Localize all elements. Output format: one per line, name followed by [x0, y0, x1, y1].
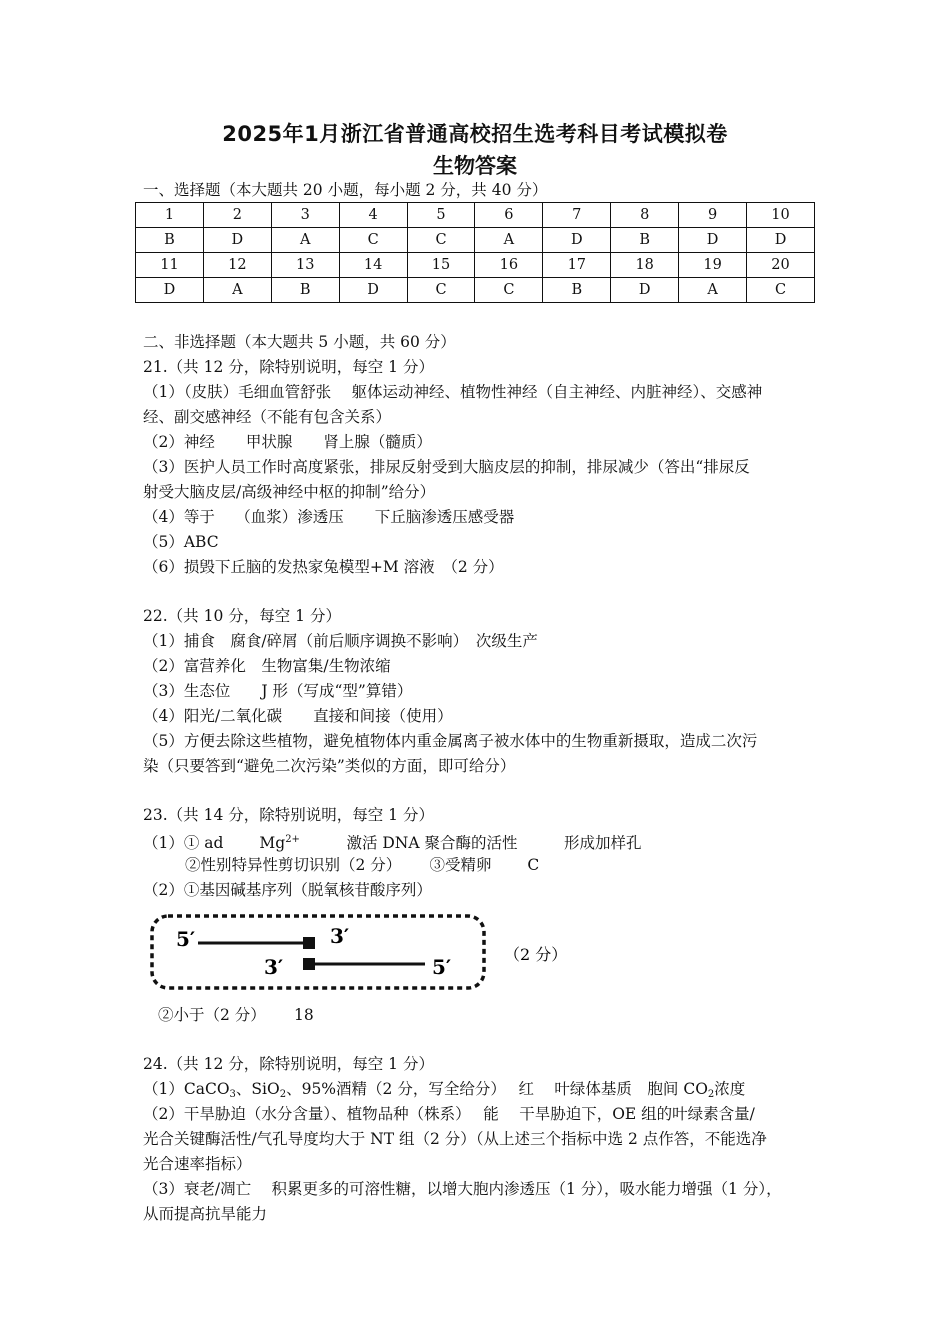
table-cell: 17 [543, 253, 611, 278]
q22-line: （2）富营养化 生物富集/生物浓缩 [143, 657, 391, 675]
q21-line: （2）神经 甲状腺 肾上腺（髓质） [143, 433, 432, 451]
table-cell: 19 [679, 253, 747, 278]
table-cell: D [136, 278, 204, 303]
table-cell: D [747, 228, 815, 253]
table-row [136, 228, 815, 253]
table-cell: 13 [271, 253, 339, 278]
table-cell: B [271, 278, 339, 303]
table-cell: 9 [679, 203, 747, 228]
q21-line: （6）损毁下丘脑的发热家兔模型+M 溶液 （2 分） [143, 558, 504, 576]
table-cell: A [203, 278, 271, 303]
table-cell: A [679, 278, 747, 303]
bottom-strand-end-block [303, 958, 315, 970]
table-cell: C [475, 278, 543, 303]
table-cell: 10 [747, 203, 815, 228]
table-cell: 15 [407, 253, 475, 278]
label-bottom-right: 5′ [432, 955, 452, 979]
q23-heading: 23.（共 14 分，除特别说明，每空 1 分） [143, 806, 434, 824]
q24-subscript: 2 [279, 1089, 287, 1100]
page-title: 2025年1月浙江省普通高校招生选考科目考试模拟卷 [222, 122, 728, 146]
table-cell: 11 [136, 253, 204, 278]
table-cell: D [611, 278, 679, 303]
q24-text: （1）CaCO [143, 1080, 230, 1098]
q21-line: 射受大脑皮层/高级神经中枢的抑制”给分） [143, 483, 436, 501]
page-subtitle: 生物答案 [433, 154, 517, 178]
table-cell: 16 [475, 253, 543, 278]
dna-diagram-svg [150, 913, 590, 993]
table-cell: C [407, 228, 475, 253]
q24-line: （2）干旱胁迫（水分含量）、植物品种（株系） 能 干旱胁迫下，OE 组的叶绿素含量/ [143, 1105, 755, 1123]
q24-text: 、SiO [235, 1080, 280, 1098]
table-cell: C [747, 278, 815, 303]
table-cell: B [136, 228, 204, 253]
table-cell: 18 [611, 253, 679, 278]
table-cell: 14 [339, 253, 407, 278]
q24-line: 光合速率指标） [143, 1155, 252, 1173]
table-cell: 8 [611, 203, 679, 228]
table-cell: D [203, 228, 271, 253]
table-cell: A [271, 228, 339, 253]
q23-text: 激活 DNA 聚合酶的活性 形成加样孔 [299, 834, 642, 852]
q23-text: （1）① ad Mg [143, 834, 286, 852]
q21-line: （3）医护人员工作时高度紧张，排尿反射受到大脑皮层的抑制，排尿减少（答出“排尿反 [143, 458, 750, 476]
q22-line: （5）方便去除这些植物，避免植物体内重金属离子被水体中的生物重新摄取，造成二次污 [143, 732, 758, 750]
dna-strand-diagram [150, 913, 590, 997]
table-cell: 4 [339, 203, 407, 228]
label-top-right: 3′ [330, 924, 350, 948]
label-top-left: 5′ [176, 927, 196, 951]
table-row [136, 253, 815, 278]
table-row [136, 278, 815, 303]
q23-line: ②小于（2 分） 18 [158, 1006, 314, 1024]
choice-answer-table [135, 202, 815, 303]
q24-line: 光合关键酶活性/气孔导度均大于 NT 组（2 分）（从上述三个指标中选 2 点作答，不能选净 [143, 1130, 767, 1148]
q23-line: ②性别特异性剪切识别（2 分） ③受精卵 C [185, 856, 540, 874]
table-cell: B [543, 278, 611, 303]
table-cell: 12 [203, 253, 271, 278]
table-cell: 2 [203, 203, 271, 228]
table-cell: D [339, 278, 407, 303]
table-row [136, 203, 815, 228]
q22-line: （3）生态位 J 形（写成“型”算错） [143, 682, 413, 700]
q24-text: 浓度 [714, 1080, 746, 1098]
diagram-score: （2 分） [504, 945, 568, 964]
label-bottom-left: 3′ [264, 955, 284, 979]
q24-subscript: 2 [707, 1089, 715, 1100]
table-cell: 5 [407, 203, 475, 228]
table-cell: C [407, 278, 475, 303]
q24-line: （3）衰老/凋亡 积累更多的可溶性糖，以增大胞内渗透压（1 分），吸水能力增强（1 分）， [143, 1180, 782, 1198]
q24-subscript: 3 [229, 1089, 236, 1100]
table-cell: B [611, 228, 679, 253]
table-cell: C [339, 228, 407, 253]
q21-line: 经、副交感神经（不能有包含关系） [143, 408, 392, 426]
section1-heading: 一、选择题（本大题共 20 小题，每小题 2 分，共 40 分） [143, 181, 548, 199]
q22-line: （4）阳光/二氧化碳 直接和间接（使用） [143, 707, 453, 725]
q21-heading: 21.（共 12 分，除特别说明，每空 1 分） [143, 358, 434, 376]
q24-heading: 24.（共 12 分，除特别说明，每空 1 分） [143, 1055, 434, 1073]
q21-line: （5）ABC [143, 533, 219, 551]
q21-line: （4）等于 （血浆）渗透压 下丘脑渗透压感受器 [143, 508, 515, 526]
q24-line: 从而提高抗旱能力 [143, 1205, 268, 1223]
q24-text: 、95%酒精（2 分，写全给分） 红 叶绿体基质 胞间 CO [286, 1080, 708, 1098]
table-cell: 3 [271, 203, 339, 228]
q22-line: （1）捕食 腐食/碎屑（前后顺序调换不影响） 次级生产 [143, 632, 538, 650]
q23-line [143, 828, 641, 855]
table-cell: 6 [475, 203, 543, 228]
q22-heading: 22.（共 10 分，每空 1 分） [143, 607, 341, 625]
q23-superscript: 2+ [285, 834, 300, 845]
table-cell: D [679, 228, 747, 253]
table-cell: 1 [136, 203, 204, 228]
section2-heading: 二、非选择题（本大题共 5 小题，共 60 分） [143, 333, 456, 351]
table-cell: D [543, 228, 611, 253]
top-strand-end-block [303, 937, 315, 949]
table-cell: A [475, 228, 543, 253]
table-cell: 7 [543, 203, 611, 228]
table-cell: 20 [747, 253, 815, 278]
q21-line: （1）（皮肤）毛细血管舒张 躯体运动神经、植物性神经（自主神经、内脏神经）、交感神 [143, 383, 763, 401]
q23-line: （2）①基因碱基序列（脱氧核苷酸序列） [143, 881, 432, 899]
q22-line: 染（只要答到“避免二次污染”类似的方面，即可给分） [143, 757, 516, 775]
